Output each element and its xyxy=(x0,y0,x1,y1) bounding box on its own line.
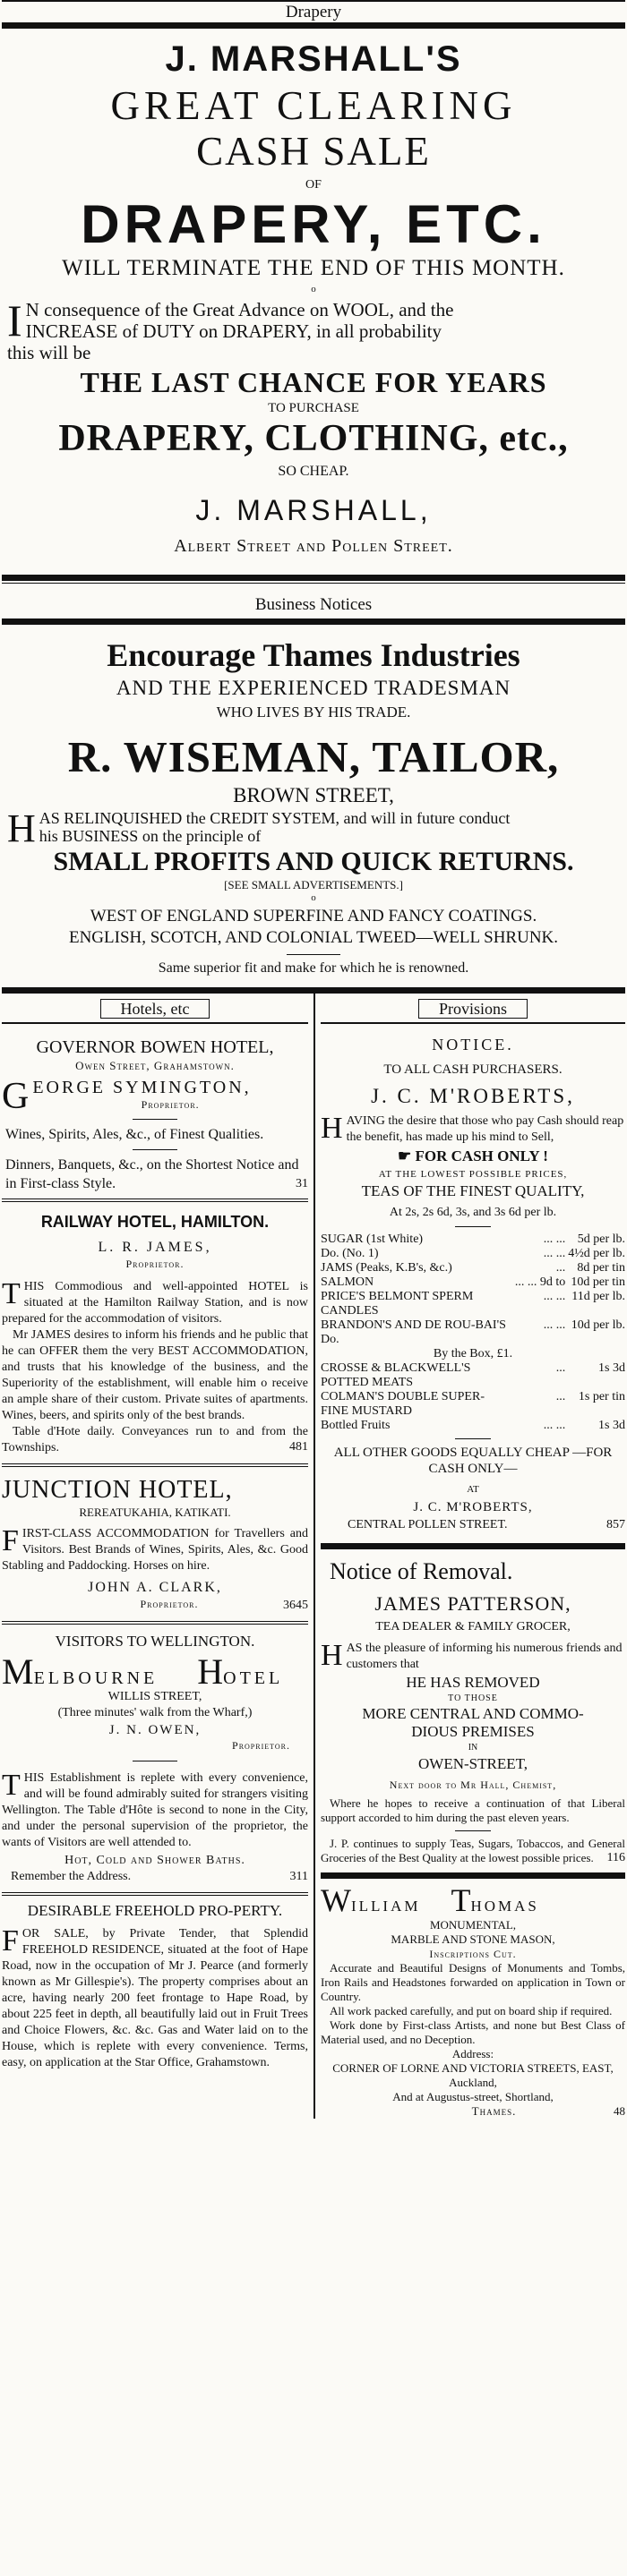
wiseman-body-2: his BUSINESS on the principle of xyxy=(39,827,262,845)
price-row xyxy=(321,1233,625,1247)
thomas-trade-2: MARBLE AND STONE MASON, xyxy=(391,1932,555,1946)
wiseman-street: BROWN STREET, xyxy=(233,784,394,806)
mroberts-signature: J. C. M'ROBERTS, xyxy=(413,1500,533,1514)
freehold-title: DESIRABLE FREEHOLD PRO-PERTY. xyxy=(27,1902,283,1919)
wiseman-sub: AND THE EXPERIENCED TRADESMAN xyxy=(116,677,511,699)
wiseman-headline: Encourage Thames Industries xyxy=(107,637,520,673)
melbourne-prop: J. N. OWEN, xyxy=(108,1723,202,1737)
governor-dinners: Dinners, Banquets, &c., on the Shortest Notice and in First-class Style. xyxy=(5,1157,299,1191)
dropcap-t2: T xyxy=(2,1770,21,1802)
railway-prop: L. R. JAMES, xyxy=(98,1240,212,1255)
wiseman-advertisement xyxy=(2,635,625,978)
railway-body-1: HIS Commodious and well-appointed HOTEL is situated at the Hamilton Railway Station, and is now prepared for the accommodation of visitors. xyxy=(2,1280,308,1326)
junction-number: 3645 xyxy=(282,1599,308,1612)
dropcap-t3: T xyxy=(451,1882,471,1918)
railway-body xyxy=(2,1279,308,1327)
removal-number: 116 xyxy=(606,1851,625,1864)
wiseman-body xyxy=(7,809,620,847)
marshall-name: J. MARSHALL'S xyxy=(165,39,462,79)
railway-body-3: Table d'Hote daily. Conveyances run to and from the Townships. xyxy=(2,1425,308,1454)
price-row xyxy=(321,1318,625,1347)
removal-title: Notice of Removal. xyxy=(330,1558,513,1584)
dropcap-h4: H xyxy=(321,1641,343,1672)
section-heading-business: Business Notices xyxy=(254,595,373,614)
price-row xyxy=(321,1275,625,1290)
melbourne-visitors: VISITORS TO WELLINGTON. xyxy=(55,1633,255,1650)
ornament-o: o xyxy=(311,284,316,294)
removal-removed: HE HAS REMOVED xyxy=(406,1674,540,1691)
melbourne-hotel-ad xyxy=(2,1625,308,1885)
mroberts-tea-prices: At 2s, 2s 6d, 3s, and 3s 6d per lb. xyxy=(389,1206,557,1219)
price-item-name: PRICE'S BELMONT SPERM CANDLES xyxy=(321,1290,474,1318)
governor-number: 31 xyxy=(296,1177,308,1190)
marshall-advertisement xyxy=(2,38,625,559)
dropcap-h2: H xyxy=(197,1651,224,1692)
railway-title: Proprietor. xyxy=(125,1258,185,1270)
removal-body-3: J. P. continues to supply Teas, Sugars, Tobaccos, and General Groceries of the Best Quality at the lowest possible prices. xyxy=(321,1837,625,1864)
price-row xyxy=(321,1361,625,1390)
provisions-column xyxy=(314,994,625,2119)
junction-hotel-ad xyxy=(2,1467,308,1614)
mroberts-street-row xyxy=(321,1516,625,1534)
ornament-o-2: o xyxy=(311,892,316,903)
dropcap-m: M xyxy=(2,1651,34,1692)
price-item-dots: ... xyxy=(555,1361,566,1375)
thomas-ad xyxy=(321,1879,625,2119)
junction-body xyxy=(2,1526,308,1574)
mroberts-street: CENTRAL POLLEN STREET. xyxy=(348,1518,508,1531)
marshall-address: Albert Street and Pollen Street. xyxy=(174,536,453,556)
price-row xyxy=(321,1347,625,1361)
price-item-price: 1s 3d xyxy=(598,1419,625,1432)
section-rule-3 xyxy=(2,618,625,625)
dropcap-h3: H xyxy=(321,1113,343,1145)
marshall-so-cheap: SO CHEAP. xyxy=(278,464,349,479)
removal-to-those: TO THOSE xyxy=(448,1693,498,1703)
thomas-name-a: ILLIAM xyxy=(350,1898,421,1915)
thomas-body-3: Work done by First-class Artists, and none but Best Class of Material used, and no Deception. xyxy=(321,2018,625,2046)
melbourne-body-text: HIS Establishment is replete with every convenience, and will be found admirably suited for strangers visiting Wellington. The Table d'Hôte is second to none in the City, and under the personal supervision of the proprietor, the wants of Visitors are well attended to. xyxy=(2,1771,308,1849)
melbourne-name-a: ELBOURNE xyxy=(33,1668,159,1688)
melbourne-baths: Hot, Cold and Shower Baths. xyxy=(64,1854,245,1867)
price-item-price: 5d per lb. xyxy=(577,1233,625,1246)
divider xyxy=(321,1872,625,1879)
thomas-name xyxy=(321,1884,625,1918)
melbourne-name-b: OTEL xyxy=(223,1668,284,1688)
marshall-intro xyxy=(7,299,620,363)
thomas-body: Accurate and Beautiful Designs of Monuments and Tombs, Iron Rails and Headstones forwarded on application in Town or Country. xyxy=(321,1961,625,2003)
hotels-heading-label: Hotels, etc xyxy=(100,999,210,1019)
price-item-name: CROSSE & BLACKWELL'S POTTED MEATS xyxy=(321,1361,471,1389)
section-rule-2 xyxy=(2,575,625,581)
removal-body-text: AS the pleasure of informing his numerous friends and customers that xyxy=(346,1642,623,1671)
section-rule-2b xyxy=(2,583,625,584)
wiseman-who: WHO LIVES BY HIS TRADE. xyxy=(216,704,411,721)
intro-line-2: INCREASE of DUTY on DRAPERY, in all probability xyxy=(25,320,442,342)
dropcap-f2: F xyxy=(2,1926,19,1958)
governor-name: GOVERNOR BOWEN HOTEL, xyxy=(36,1037,274,1057)
short-rule xyxy=(133,1149,177,1150)
removal-trade: TEA DEALER & FAMILY GROCER, xyxy=(375,1620,571,1633)
short-rule xyxy=(455,1438,491,1439)
wiseman-see: [SEE SMALL ADVERTISEMENTS.] xyxy=(224,878,403,891)
mroberts-cash-only: ☛ FOR CASH ONLY ! xyxy=(398,1147,548,1164)
railway-number: 481 xyxy=(289,1440,308,1454)
section-heading-drapery: Drapery xyxy=(285,3,342,21)
junction-body-text: IRST-CLASS ACCOMMODATION for Travellers and Visitors. Best Brands of Wines, Spirits, Ales, &c. Good Stabling and Paddocking. Horses on hire. xyxy=(2,1527,308,1573)
mroberts-all-other: ALL OTHER GOODS EQUALLY CHEAP —FOR CASH ONLY— xyxy=(333,1446,613,1476)
price-row xyxy=(321,1261,625,1275)
price-item-price: 11d per lb. xyxy=(571,1290,625,1303)
price-item-dots: ... ... xyxy=(543,1233,566,1246)
freehold-body-text: OR SALE, by Private Tender, that Splendid FREEHOLD RESIDENCE, situated at the foot of Hape Road, now in the occupation of Mr J. Pearce (and formerly known as Mr Gillespie's). The property comprises about an acre, having nearly 200 feet frontage to Hape Road, by about 225 feet in depth, all beautifully laid out in Fruit Trees and Choice Flowers, &c. &c. Gas and Water laid on to the House, which is replete with every convenience. Terms, easy, on application at the Star Office, Grahamstown. xyxy=(2,1927,308,2069)
governor-addr: Owen Street, Grahamstown. xyxy=(75,1059,235,1072)
removal-in: IN xyxy=(468,1743,478,1753)
price-item-price: 4½d per lb. xyxy=(568,1247,625,1260)
governor-prop: EORGE SYMINGTON, xyxy=(32,1078,252,1097)
melbourne-name xyxy=(2,1651,308,1692)
marshall-great-clearing: GREAT CLEARING xyxy=(110,83,517,128)
removal-next-door: Next door to Mr Hall, Chemist, xyxy=(389,1778,557,1791)
mroberts-number: 857 xyxy=(606,1518,625,1531)
mroberts-lowest: AT THE LOWEST POSSIBLE PRICES, xyxy=(378,1169,568,1180)
marshall-goods: DRAPERY, CLOTHING, etc., xyxy=(58,418,569,459)
removal-premises-1: MORE CENTRAL AND COMMO- xyxy=(362,1705,584,1722)
wiseman-name: R. WISEMAN, TAILOR, xyxy=(67,732,560,781)
divider xyxy=(321,1543,625,1549)
thomas-and-at: And at Augustus-street, Shortland, xyxy=(392,2090,554,2103)
wiseman-body-1: AS RELINQUISHED the CREDIT SYSTEM, and will in future conduct xyxy=(39,809,511,827)
marshall-to-purchase: TO PURCHASE xyxy=(268,401,359,415)
price-item-price: 1s per tin xyxy=(578,1390,625,1403)
mroberts-at: AT xyxy=(467,1484,479,1495)
melbourne-remember-row xyxy=(2,1869,308,1885)
thomas-name-b: HOMAS xyxy=(470,1898,539,1915)
railway-hotel-ad xyxy=(2,1202,308,1454)
section-rule-4 xyxy=(2,987,625,994)
thomas-body-2: All work packed carefully, and put on board ship if required. xyxy=(330,2004,613,2017)
price-list xyxy=(321,1233,625,1433)
short-rule xyxy=(455,1830,491,1831)
dropcap-h: H xyxy=(7,809,36,847)
marshall-cash-sale: CASH SALE xyxy=(196,129,431,174)
hotels-heading xyxy=(2,994,308,1022)
provisions-heading xyxy=(321,994,625,1022)
mroberts-ad xyxy=(321,1024,625,1534)
melbourne-number: 311 xyxy=(289,1870,308,1883)
melbourne-wharf: (Three minutes' walk from the Wharf,) xyxy=(57,1706,253,1719)
price-row xyxy=(321,1290,625,1318)
price-item-dots: ... xyxy=(555,1390,566,1403)
price-item-price: 10d per tin xyxy=(571,1275,625,1289)
price-item-price: 10d per lb. xyxy=(571,1318,625,1332)
governor-prop-block xyxy=(2,1078,308,1113)
short-rule xyxy=(455,1226,491,1227)
marshall-drapery: DRAPERY, ETC. xyxy=(81,194,546,254)
thomas-thames-row xyxy=(321,2104,625,2119)
removal-premises-2: DIOUS PREMISES xyxy=(411,1723,535,1740)
price-item-dots: ... ... xyxy=(543,1290,566,1303)
wiseman-short-rule xyxy=(287,954,340,955)
removal-ad xyxy=(321,1549,625,1865)
price-item-price: 1s 3d xyxy=(598,1361,625,1375)
price-item-name: COLMAN'S DOUBLE SUPER-FINE MUSTARD xyxy=(321,1390,485,1418)
mroberts-body xyxy=(321,1113,625,1146)
section-rule xyxy=(2,22,625,29)
price-row xyxy=(321,1419,625,1433)
governor-wines: Wines, Spirits, Ales, &c., of Finest Qualities. xyxy=(5,1127,264,1142)
hotels-column xyxy=(2,994,314,2119)
intro-line-3: this will be xyxy=(7,342,91,363)
price-item-name: By the Box, £1. xyxy=(433,1347,513,1361)
junction-title-row xyxy=(2,1598,308,1614)
removal-body xyxy=(321,1641,625,1673)
mroberts-name: J. C. M'ROBERTS, xyxy=(371,1085,575,1107)
junction-addr: REREATUKAHIA, KATIKATI. xyxy=(79,1506,231,1519)
junction-prop: JOHN A. CLARK, xyxy=(88,1580,222,1595)
wiseman-same: Same superior fit and make for which he is renowned. xyxy=(158,960,469,976)
wiseman-west: WEST OF ENGLAND SUPERFINE AND FANCY COATINGS. xyxy=(90,907,537,925)
thomas-number: 48 xyxy=(613,2104,625,2118)
dropcap-g: G xyxy=(2,1078,30,1113)
marshall-signature: J. MARSHALL, xyxy=(195,494,432,526)
removal-body-2: Where he hopes to receive a continuation of that Liberal support accorded to him during the past eleven years. xyxy=(321,1796,625,1824)
intro-line-1: N consequence of the Great Advance on WOOL, and the xyxy=(25,299,454,320)
mroberts-to-all: TO ALL CASH PURCHASERS. xyxy=(383,1062,563,1077)
price-item-dots: ... ... xyxy=(543,1318,566,1332)
removal-name: JAMES PATTERSON, xyxy=(374,1592,571,1615)
thomas-thames: Thames. xyxy=(471,2104,517,2118)
marshall-last-chance: THE LAST CHANCE FOR YEARS xyxy=(80,366,547,398)
junction-name: JUNCTION HOTEL, xyxy=(2,1476,233,1504)
freehold-body xyxy=(2,1926,308,2071)
price-item-name: SALMON xyxy=(321,1275,374,1289)
provisions-heading-label: Provisions xyxy=(418,999,528,1019)
dropcap-f: F xyxy=(2,1526,19,1557)
dropcap-w: W xyxy=(321,1882,351,1918)
thomas-corner: CORNER OF LORNE AND VICTORIA STREETS, EAST, Auckland, xyxy=(332,2061,614,2089)
mroberts-teas: TEAS OF THE FINEST QUALITY, xyxy=(361,1182,585,1199)
price-item-name: JAMS (Peaks, K.B's, &c.) xyxy=(321,1261,452,1275)
freehold-ad xyxy=(2,1896,308,2071)
two-column-section xyxy=(2,994,625,2119)
melbourne-body xyxy=(2,1770,308,1851)
marshall-of: OF xyxy=(305,178,322,192)
price-item-name: Do. (No. 1) xyxy=(321,1247,379,1260)
dropcap-t: T xyxy=(2,1279,21,1310)
price-item-dots: ... ... xyxy=(543,1247,566,1260)
price-row xyxy=(321,1247,625,1261)
price-item-name: Bottled Fruits xyxy=(321,1419,391,1432)
mroberts-body-text: AVING the desire that those who pay Cash should reap the benefit, has made up his mind to Sell, xyxy=(346,1114,624,1144)
governor-title: Proprietor. xyxy=(141,1098,200,1111)
price-item-name: BRANDON'S AND DE ROU-BAI'S Do. xyxy=(321,1318,506,1346)
price-item-name: SUGAR (1st White) xyxy=(321,1233,424,1246)
marshall-terminate: WILL TERMINATE THE END OF THIS MONTH. xyxy=(62,256,565,280)
thomas-inscriptions: Inscriptions Cut. xyxy=(429,1948,517,1960)
governor-bowen-ad xyxy=(2,1024,308,1191)
wiseman-english: ENGLISH, SCOTCH, AND COLONIAL TWEED—WELL SHRUNK. xyxy=(68,928,559,947)
thomas-trade: MONUMENTAL, xyxy=(429,1918,517,1932)
melbourne-street: WILLIS STREET, xyxy=(107,1690,202,1703)
railway-body-2: Mr JAMES desires to inform his friends and he public that he can OFFER them the very BEST ACCOMMODATION, and trusts that his knowledge of the business, and the Superiority of the establishment, will enable him o receive an ample share of their custom. Private suites of apartments. Wines, beers, and spirits only of the best brands. xyxy=(2,1328,308,1422)
price-row xyxy=(321,1390,625,1419)
railway-name: RAILWAY HOTEL, HAMILTON. xyxy=(40,1213,270,1231)
thomas-address-label: Address: xyxy=(451,2047,494,2060)
removal-street: OWEN-STREET, xyxy=(418,1755,528,1772)
melbourne-remember: Remember the Address. xyxy=(11,1870,132,1883)
junction-title: Proprietor. xyxy=(140,1598,199,1610)
melbourne-title: Proprietor. xyxy=(232,1739,290,1752)
price-item-dots: ... ... 9d to xyxy=(514,1275,566,1289)
dropcap-i: I xyxy=(7,299,22,345)
short-rule xyxy=(133,1119,177,1120)
price-item-price: 8d per tin xyxy=(577,1261,625,1275)
price-item-dots: ... xyxy=(555,1261,566,1275)
wiseman-motto: SMALL PROFITS AND QUICK RETURNS. xyxy=(53,847,574,876)
price-item-dots: ... ... xyxy=(543,1419,566,1432)
mroberts-notice: NOTICE. xyxy=(432,1036,514,1053)
